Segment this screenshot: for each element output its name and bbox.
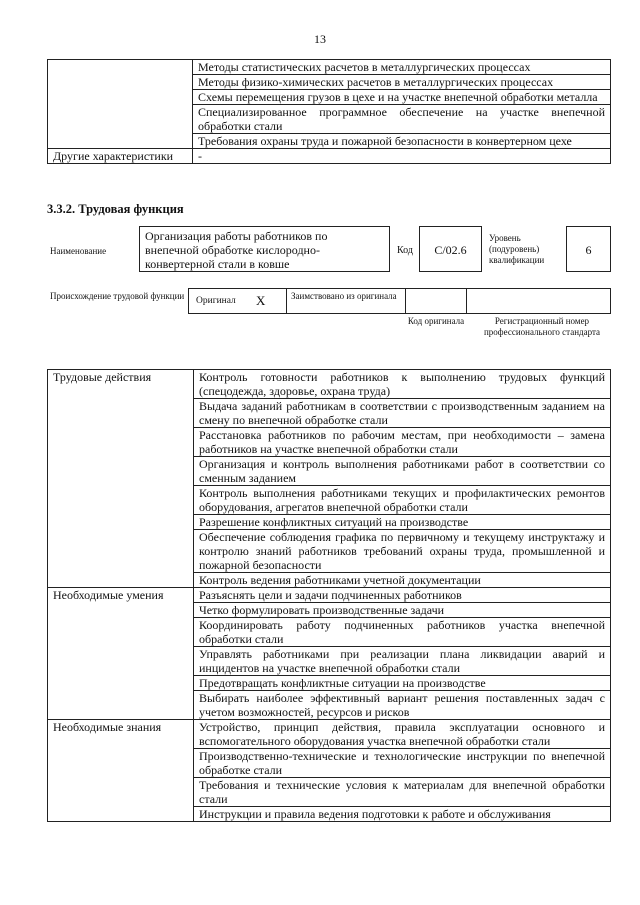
table-cell-text: Обеспечение соблюдения графика по первичному и текущему инструктажу и контролю знаний работников требований охраны труда, промышленной и пожарной безопасности: [194, 530, 611, 573]
table-row: [48, 720, 611, 749]
table-cell-text: Устройство, принцип действия, правила эксплуатации основного и вспомогательного оборудования участка внепечной обработки стали: [194, 720, 611, 749]
table-cell-text: Расстановка работников по рабочим местам, при необходимости – замена работников на участке внепечной обработки стали: [194, 428, 611, 457]
table-cell-label: Другие характеристики: [48, 149, 193, 164]
table-row: [48, 60, 611, 75]
code-box: C/02.6: [419, 226, 482, 272]
table-cell-text: Методы статистических расчетов в металлургических процессах: [193, 60, 611, 75]
reg-caption: Регистрационный номер профессионального стандарта: [483, 316, 601, 337]
name-label: Наименование: [50, 246, 107, 256]
group-label: Необходимые умения: [48, 588, 194, 720]
table-cell-text: Инструкции и правила ведения подготовки к работе и обслуживания: [194, 807, 611, 822]
table-row: [48, 370, 611, 399]
table-row: [48, 588, 611, 603]
table-cell-text: Схемы перемещения грузов в цехе и на участке внепечной обработки металла: [193, 90, 611, 105]
table-cell-text: Координировать работу подчиненных работников участка внепечной обработки стали: [194, 618, 611, 647]
level-box: 6: [566, 226, 611, 272]
level-label: Уровень (подуровень) квалификации: [489, 233, 545, 265]
table-cell-text: Контроль выполнения работниками текущих и профилактических ремонтов оборудования, агрегатов внепечной обработки стали: [194, 486, 611, 515]
table-cell-text: Требования охраны труда и пожарной безопасности в конвертерном цехе: [193, 134, 611, 149]
origin-box: [188, 288, 611, 314]
table-cell-text: Методы физико-химических расчетов в металлургических процессах: [193, 75, 611, 90]
page-number: 13: [314, 32, 326, 46]
origin-divider: [466, 289, 467, 313]
table-cell-text: Производственно-технические и технологические инструкции по внепечной обработке стали: [194, 749, 611, 778]
table-row: [48, 149, 611, 164]
borrowed-label: Заимствовано из оригинала: [291, 291, 397, 301]
table-cell-text: Специализированное программное обеспечение на участке внепечной обработки стали: [193, 105, 611, 134]
table-cell-text: Разъяснять цели и задачи подчиненных работников: [194, 588, 611, 603]
table-cell-label: [48, 60, 193, 149]
function-name-box: Организация работы работников по внепечной обработке кислородно-конвертерной стали в ковше: [139, 226, 390, 272]
code-label: Код: [397, 245, 413, 256]
table-cell-text: Контроль готовности работников к выполнению трудовых функций (спецодежда, здоровье, охрана труда): [194, 370, 611, 399]
table-cell-text: Предотвращать конфликтные ситуации на производстве: [194, 676, 611, 691]
table-cell-text: Требования и технические условия к материалам для внепечной обработки стали: [194, 778, 611, 807]
table-cell-text: Четко формулировать производственные задачи: [194, 603, 611, 618]
table-cell-text: Управлять работниками при реализации плана ликвидации аварий и инцидентов на участке внепечной обработки стали: [194, 647, 611, 676]
section-heading: 3.3.2. Трудовая функция: [47, 202, 184, 216]
table-cell-text: Контроль ведения работниками учетной документации: [194, 573, 611, 588]
original-mark: X: [256, 293, 266, 308]
code-caption: Код оригинала: [407, 316, 465, 326]
table-cell-text: -: [193, 149, 611, 164]
table-cell-text: Организация и контроль выполнения работниками работ в соответствии со сменным заданием: [194, 457, 611, 486]
table-cell-text: Выдача заданий работникам в соответствии с производственным заданием на смену по внепечной обработке стали: [194, 399, 611, 428]
origin-label: Происхождение трудовой функции: [50, 291, 185, 301]
group-label: Трудовые действия: [48, 370, 194, 588]
main-table: [47, 369, 611, 822]
group-label: Необходимые знания: [48, 720, 194, 822]
table-cell-text: Разрешение конфликтных ситуаций на производстве: [194, 515, 611, 530]
top-table: [47, 59, 611, 164]
original-label: Оригинал: [196, 296, 236, 306]
table-cell-text: Выбирать наиболее эффективный вариант решения поставленных задач с учетом возможностей, ресурсов и рисков: [194, 691, 611, 720]
origin-divider: [286, 289, 287, 313]
origin-divider: [405, 289, 406, 313]
